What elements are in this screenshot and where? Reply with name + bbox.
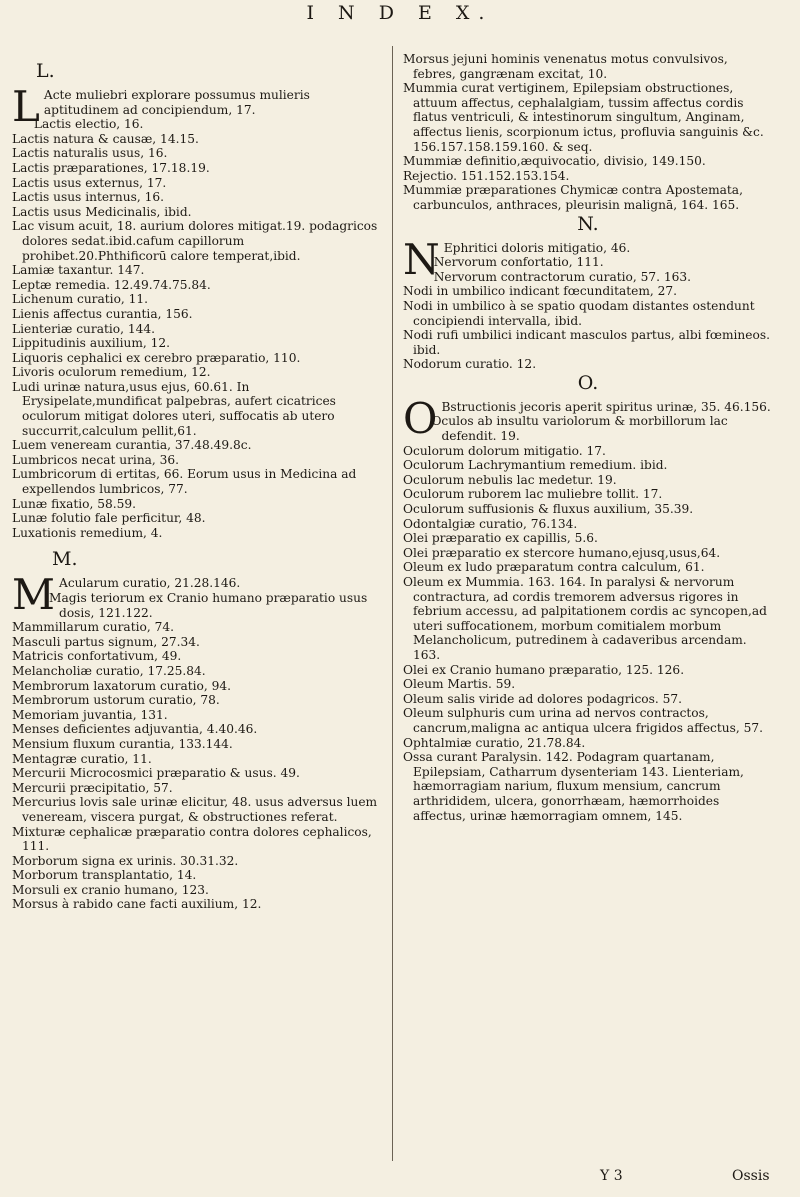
index-entry: Nodi in umbilico à se spatio quodam distantes ostendunt concipiendi intervalla, ibid.: [403, 298, 755, 328]
index-entry: Nodi in umbilico indicant fœcunditatem, 27.: [403, 284, 678, 299]
index-entry: Mummiæ definitio,æquivocatio, divisio, 149.150.: [403, 154, 706, 169]
column-rule: [392, 46, 393, 1161]
index-entry: Mummia curat vertiginem, Epilepsiam obstructiones, attuum affectus, cephalalgiam, tussim affectus cordis flatus ventriculi, & intestinorum singultum, Anginam, affectus lienis, scorpionum ictus, profluvia sanguinis &c. 156.157.158.159.160. & seq.: [403, 81, 764, 154]
index-entry: Lumbricos necat urina, 36.: [12, 452, 180, 467]
index-entry: Lactis electio, 16.: [33, 117, 144, 132]
index-entry: Lippitudinis auxilium, 12.: [12, 336, 171, 351]
catchword: Ossis: [732, 1168, 770, 1184]
index-entry: Oleum ex ludo præparatum contra calculum, 61.: [403, 560, 705, 575]
index-entry: Morborum signa ex urinis. 30.31.32.: [12, 853, 239, 868]
index-entry: Mercurii præcipitatio, 57.: [12, 780, 173, 795]
index-entry: Oleum sulphuris cum urina ad nervos contractos, cancrum,maligna ac antiqua ulcera frigidos affectus, 57.: [403, 706, 763, 735]
index-entry: Oleum salis viride ad dolores podagricos. 57.: [403, 691, 682, 706]
index-entry: Liquoris cephalici ex cerebro præparatio, 110.: [12, 350, 301, 365]
index-entry: Lac visum acuit, 18. aurium dolores mitigat.19. podagricos dolores sedat.ibid.cafum capillorum prohibet.20.Phthificorū calore temperat,ibid.: [12, 219, 378, 263]
index-entry: Mummiæ præparationes Chymicæ contra Apostemata, carbunculos, anthraces, pleurisin malignā, 164. 165.: [403, 183, 743, 212]
index-entry: Lactis usus externus, 17.: [12, 175, 167, 190]
index-entry: Morsus jejuni hominis venenatus motus convulsivos, febres, gangrænam excitat, 10.: [403, 52, 728, 81]
index-entry: Olei præparatio ex capillis, 5.6.: [403, 531, 598, 546]
index-entry: Rejectio. 151.152.153.154.: [403, 168, 570, 183]
running-head: I N D E X.: [306, 2, 494, 24]
index-entry: Oculorum Lachrymantium remedium. ibid.: [403, 458, 668, 473]
index-entry: Nervorum confortatio, 111.: [433, 255, 604, 270]
section-heading-o: O.: [577, 371, 599, 394]
index-entry: Oculorum ruborem lac muliebre tollit. 17.: [403, 487, 663, 502]
section-heading-n: N.: [577, 212, 599, 235]
index-entry: Lactis usus internus, 16.: [12, 190, 164, 205]
index-entry: Lunæ folutio fale perficitur, 48.: [12, 511, 206, 526]
index-entry: Nervorum contractorum curatio, 57. 163.: [433, 269, 691, 284]
index-entry: Lamiæ taxantur. 147.: [12, 263, 145, 278]
index-entry: Mercurius lovis sale urinæ elicitur, 48. usus adversus luem veneream, viscera purgat, & obstructiones referat.: [12, 795, 378, 824]
index-entry: OBstructionis jecoris aperit spiritus urinæ, 35. 46.156.: [403, 393, 771, 443]
entries-n: [403, 234, 773, 372]
index-entry: Leptæ remedia. 12.49.74.75.84.: [12, 277, 211, 292]
index-entry: Matricis confortativum, 49.: [12, 649, 182, 664]
entries-m-continued: [403, 52, 773, 213]
entries-o: [403, 393, 773, 823]
index-entry: Membrorum laxatorum curatio, 94.: [12, 678, 231, 693]
index-entry: MAcularum curatio, 21.28.146.: [12, 570, 241, 620]
index-entry: Magis teriorum ex Cranio humano præparatio usus dosis, 121.122.: [49, 591, 368, 620]
index-entry: Ossa curant Paralysin. 142. Podagram quartanam, Epilepsiam, Catharrum dysenteriam 143. Lienteriam, hæmorragiam narium, fluxum mensium, cancrum arthrididem, ulcera, gonorrhæam, hæmorrhoides affectus, urinæ hæmorragiam omnem, 145.: [403, 750, 744, 823]
index-entry: Melancholiæ curatio, 17.25.84.: [12, 663, 206, 678]
index-entry: Memoriam juvantia, 131.: [12, 707, 168, 722]
section-heading-l: L.: [36, 60, 55, 82]
index-entry: Nodorum curatio. 12.: [403, 357, 537, 372]
index-entry: Mercurii Microcosmici præparatio & usus. 49.: [12, 766, 300, 781]
index-entry: Lactis præparationes, 17.18.19.: [12, 160, 210, 175]
index-entry: Mammillarum curatio, 74.: [12, 620, 174, 635]
index-entry: Odontalgiæ curatio, 76.134.: [403, 516, 578, 531]
index-entry: Livoris oculorum remedium, 12.: [12, 365, 211, 380]
index-entry: Mixturæ cephalicæ præparatio contra dolores cephalicos, 111.: [12, 824, 372, 854]
index-entry: Oculorum suffusionis & fluxus auxilium, 35.39.: [403, 502, 694, 517]
index-entry: Ludi urinæ natura,usus ejus, 60.61. In Erysipelate,mundificat palpebras, aufert cicatrices oculorum mitigat dolores uteri, suffocatis ab utero succurrit,calculum pellit,61.: [12, 379, 336, 438]
index-entry: Oleum Martis. 59.: [403, 677, 516, 692]
index-entry: Lienis affectus curantia, 156.: [12, 306, 193, 321]
index-entry: Oculos ab insultu variolorum & morbillorum lac defendit. 19.: [431, 414, 728, 444]
index-entry: Oculorum dolorum mitigatio. 17.: [403, 443, 606, 458]
index-entry: Lactis naturalis usus, 16.: [12, 146, 168, 161]
index-entry: Morsuli ex cranio humano, 123.: [12, 882, 209, 897]
index-entry: LActe muliebri explorare possumus mulieris aptitudinem ad concipiendum, 17.: [12, 82, 310, 131]
index-entry: Morsus à rabido cane facti auxilium, 12.: [12, 897, 262, 912]
entries-m: [12, 570, 382, 912]
index-entry: Ophtalmiæ curatio, 21.78.84.: [403, 735, 586, 750]
index-entry: Olei ex Cranio humano præparatio, 125. 126.: [403, 662, 685, 677]
index-entry: Morborum transplantatio, 14.: [12, 868, 197, 883]
left-column: [12, 52, 382, 912]
index-entry: Lactis natura & causæ, 14.15.: [12, 131, 199, 146]
index-entry: Mentagræ curatio, 11.: [12, 751, 152, 766]
index-entry: Mensium fluxum curantia, 133.144.: [12, 736, 233, 751]
index-entry: Luem veneream curantia, 37.48.49.8c.: [12, 438, 252, 453]
index-entry: Masculi partus signum, 27.34.: [12, 634, 200, 649]
index-entry: Lichenum curatio, 11.: [12, 292, 149, 307]
right-column: [403, 52, 773, 823]
index-entry: NEphritici doloris mitigatio, 46.: [403, 234, 631, 284]
signature-mark: Y 3: [600, 1168, 623, 1184]
index-entry: Menses deficientes adjuvantia, 4.40.46.: [12, 722, 258, 737]
index-entry: Oleum ex Mummia. 163. 164. In paralysi & nervorum contractura, ad cordis tremorem adversus rigores in febrium accessu, ad palpitationem cordis ac syncopen,ad uteri suffocationem, morbum comitialem morbum Melancholicum, putredinem à cadaveribus arcendam. 163.: [403, 575, 767, 662]
index-entry: Lumbricorum di ertitas, 66. Eorum usus in Medicina ad expellendos lumbricos, 77.: [12, 467, 357, 497]
index-entry: Olei præparatio ex stercore humano,ejusq,usus,64.: [403, 545, 721, 560]
index-entry: Lactis usus Medicinalis, ibid.: [12, 204, 192, 219]
index-entry: Luxationis remedium, 4.: [12, 525, 163, 540]
index-entry: Lienteriæ curatio, 144.: [12, 321, 156, 336]
entries-l: [12, 82, 382, 540]
index-entry: Oculorum nebulis lac medetur. 19.: [403, 472, 617, 487]
section-heading-m: M.: [52, 548, 78, 571]
index-entry: Nodi rufi umbilici indicant masculos partus, albi fœmineos. ibid.: [403, 328, 770, 357]
index-entry: Membrorum ustorum curatio, 78.: [12, 693, 220, 708]
index-entry: Lunæ fixatio, 58.59.: [12, 496, 137, 511]
